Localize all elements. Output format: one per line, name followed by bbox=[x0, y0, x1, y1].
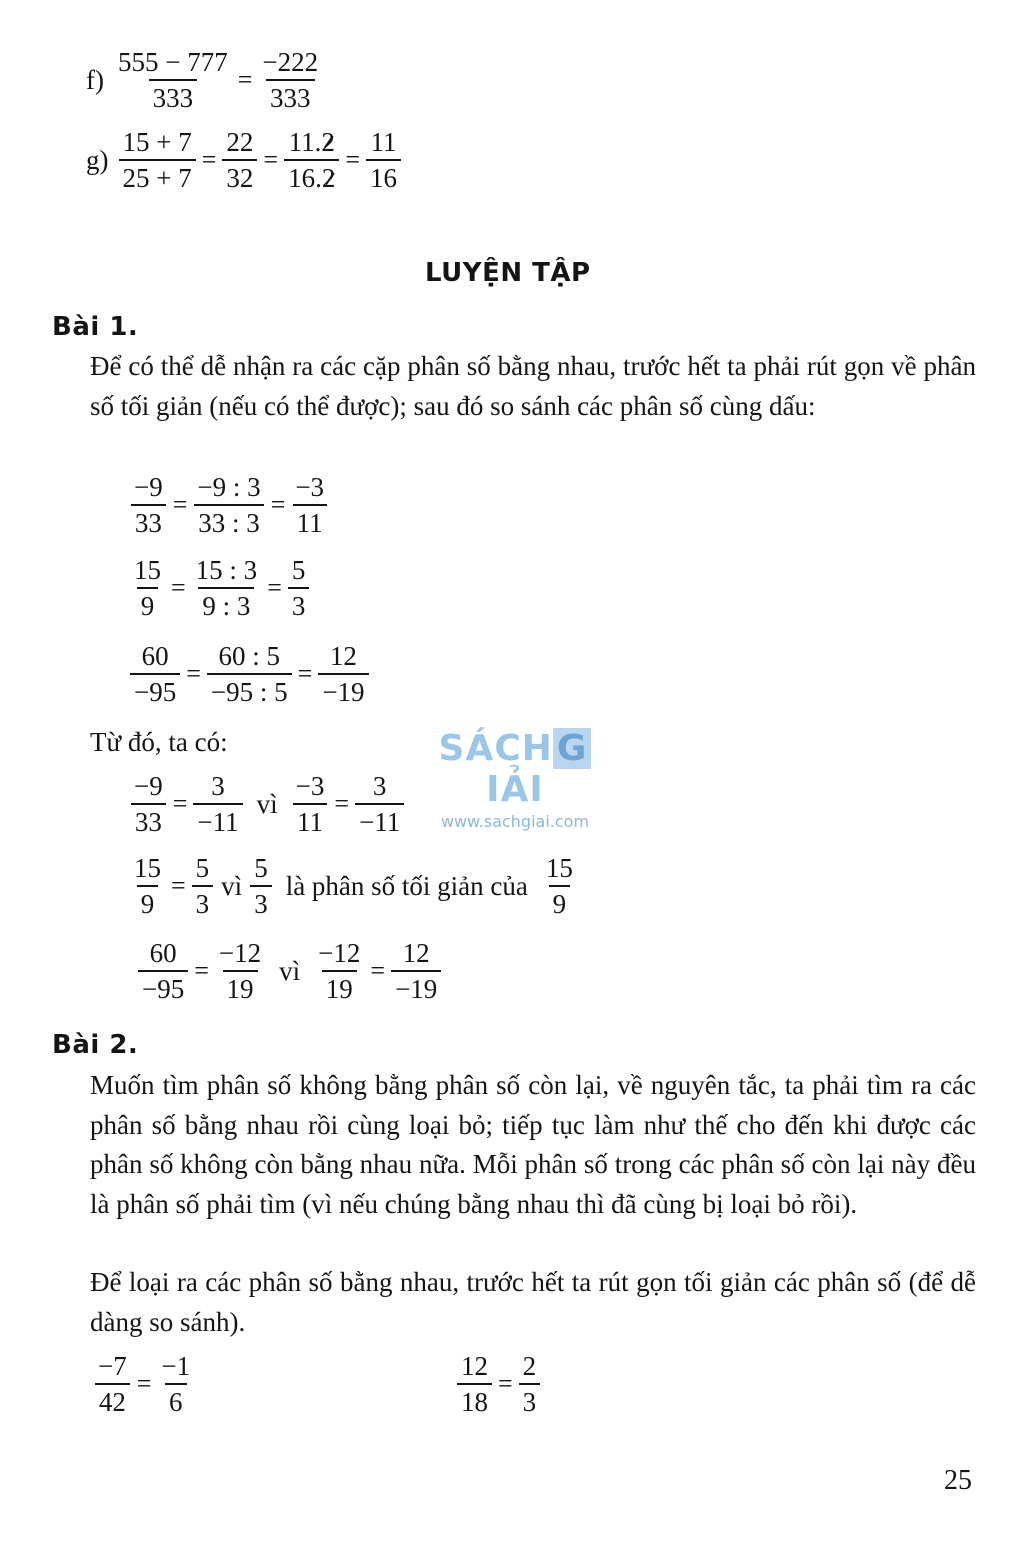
exercise-1-heading: Bài 1. bbox=[52, 312, 139, 342]
watermark bbox=[410, 728, 620, 831]
reduction-row-3: $\frac{60}{-95}$ = $\frac{60 : 5}{-95 : 5}$ = $\frac{12}{-19}$ bbox=[128, 642, 371, 707]
fraction: $\frac{-7}{42}$ bbox=[94, 1352, 131, 1417]
fraction: $\frac{-9}{33}$ bbox=[130, 473, 167, 538]
fraction: $\frac{60 : 5}{-95 : 5}$ bbox=[207, 642, 292, 707]
fraction: $\frac{5}{3}$ bbox=[250, 854, 272, 919]
fraction: $\frac{-12}{19}$ bbox=[218, 938, 262, 1005]
fraction: $\frac{15}{9}$ bbox=[134, 555, 161, 622]
fraction: $\frac{60}{-95}$ bbox=[138, 939, 188, 1004]
comparison-row-1: $\frac{-9}{33}$ = $\frac{3}{-11}$ vì $\frac{-3}{11}$ = $\frac{3}{-11}$ bbox=[128, 772, 406, 837]
fraction: $\frac{12}{-19}$ bbox=[391, 939, 441, 1004]
exercise-1-intro: Để có thể dễ nhận ra các cặp phân số bằng nhau, trước hết ta phải rút gọn về phân số tối giản (nếu có thể được); sau đó so sánh các phân số cùng dấu: bbox=[90, 351, 976, 421]
fraction: $\frac{-222}{333}$ bbox=[262, 47, 319, 114]
equation-g: g) $\frac{15 + 7}{25 + 7}$ = $\frac{22}{32}$ = $\frac{11.2}{16.2}$ = $\frac{11}{16}$ bbox=[86, 128, 403, 193]
comparison-row-2: $\frac{15}{9}$ = $\frac{5}{3}$ vì $\frac{5}{3}$ là phân số tối giản của $\frac{15}{9}$ bbox=[128, 854, 579, 919]
fraction-cancelled: $\frac{11.2}{16.2}$ bbox=[284, 128, 339, 193]
fraction: $\frac{60}{-95}$ bbox=[130, 642, 180, 707]
cancel-mark: 2 bbox=[321, 163, 336, 194]
part-label-g: g) bbox=[86, 144, 109, 175]
fraction: $\frac{15 : 3}{9 : 3}$ bbox=[195, 555, 258, 622]
fraction: $\frac{15}{9}$ bbox=[134, 853, 161, 920]
fraction: $\frac{3}{-11}$ bbox=[355, 772, 404, 837]
conclusion-lead: Từ đó, ta có: bbox=[90, 727, 228, 757]
cancel-mark: 2 bbox=[321, 127, 335, 157]
reduction-example-2: $\frac{12}{18}$ = $\frac{2}{3}$ bbox=[455, 1352, 542, 1417]
equation-f: f) $\frac{555 - 777}{333}$ = $\frac{-222}{333}$ bbox=[86, 48, 324, 113]
page-number: 25 bbox=[944, 1465, 972, 1496]
reduction-row-2: $\frac{15}{9}$ = $\frac{15 : 3}{9 : 3}$ = $\frac{5}{3}$ bbox=[128, 556, 311, 621]
fraction: $\frac{15}{9}$ bbox=[545, 853, 573, 920]
fraction: $\frac{-12}{19}$ bbox=[318, 938, 361, 1005]
reduction-row-1: $\frac{-9}{33}$ = $\frac{-9 : 3}{33 : 3}$ = $\frac{-3}{11}$ bbox=[128, 473, 330, 538]
exercise-2-paragraph-2: Để loại ra các phân số bằng nhau, trước hết ta rút gọn tối giản các phân số (để dễ dàng so sánh). bbox=[90, 1267, 976, 1337]
fraction: $\frac{3}{-11}$ bbox=[193, 772, 242, 837]
fraction: $\frac{15 + 7}{25 + 7}$ bbox=[119, 128, 196, 193]
comparison-row-3: $\frac{60}{-95}$ = $\frac{-12}{19}$ vì $\frac{-12}{19}$ = $\frac{12}{-19}$ bbox=[136, 939, 443, 1004]
part-label-f: f) bbox=[86, 64, 104, 95]
fraction: $\frac{-3}{11}$ bbox=[291, 473, 328, 538]
exercise-2-paragraph-1: Muốn tìm phân số không bằng phân số còn lại, về nguyên tắc, ta phải tìm ra các phân số bằng nhau rồi cùng loại bỏ; tiếp tục làm như thế cho đến khi được các phân số không còn bằng nhau nữa. Mỗi phân số trong các phân số còn lại này đều là phân số phải tìm (vì nếu chúng bằng nhau thì đã cùng bị loại bỏ rồi). bbox=[90, 1070, 976, 1219]
fraction: $\frac{-3}{11}$ bbox=[292, 772, 329, 837]
fraction: $\frac{12}{18}$ bbox=[457, 1352, 492, 1417]
section-title: LUYỆN TẬP bbox=[425, 258, 591, 288]
fraction: $\frac{-1}{6}$ bbox=[161, 1351, 191, 1418]
fraction: $\frac{555 - 777}{333}$ bbox=[117, 47, 228, 114]
fraction: $\frac{2}{3}$ bbox=[519, 1352, 541, 1417]
fraction: $\frac{22}{32}$ bbox=[222, 128, 257, 193]
watermark-logo: SÁCH GIẢI bbox=[410, 728, 620, 810]
reduction-example-1: $\frac{-7}{42}$ = $\frac{-1}{6}$ bbox=[92, 1352, 196, 1417]
fraction: $\frac{12}{-19}$ bbox=[318, 642, 368, 707]
fraction: $\frac{11}{16}$ bbox=[366, 128, 401, 193]
fraction: $\frac{5}{3}$ bbox=[288, 556, 310, 621]
watermark-url: www.sachgiai.com bbox=[440, 812, 590, 831]
fraction: $\frac{-9}{33}$ bbox=[130, 772, 167, 837]
fraction: $\frac{-9 : 3}{33 : 3}$ bbox=[193, 473, 264, 538]
fraction: $\frac{5}{3}$ bbox=[192, 854, 214, 919]
exercise-2-heading: Bài 2. bbox=[52, 1030, 139, 1060]
